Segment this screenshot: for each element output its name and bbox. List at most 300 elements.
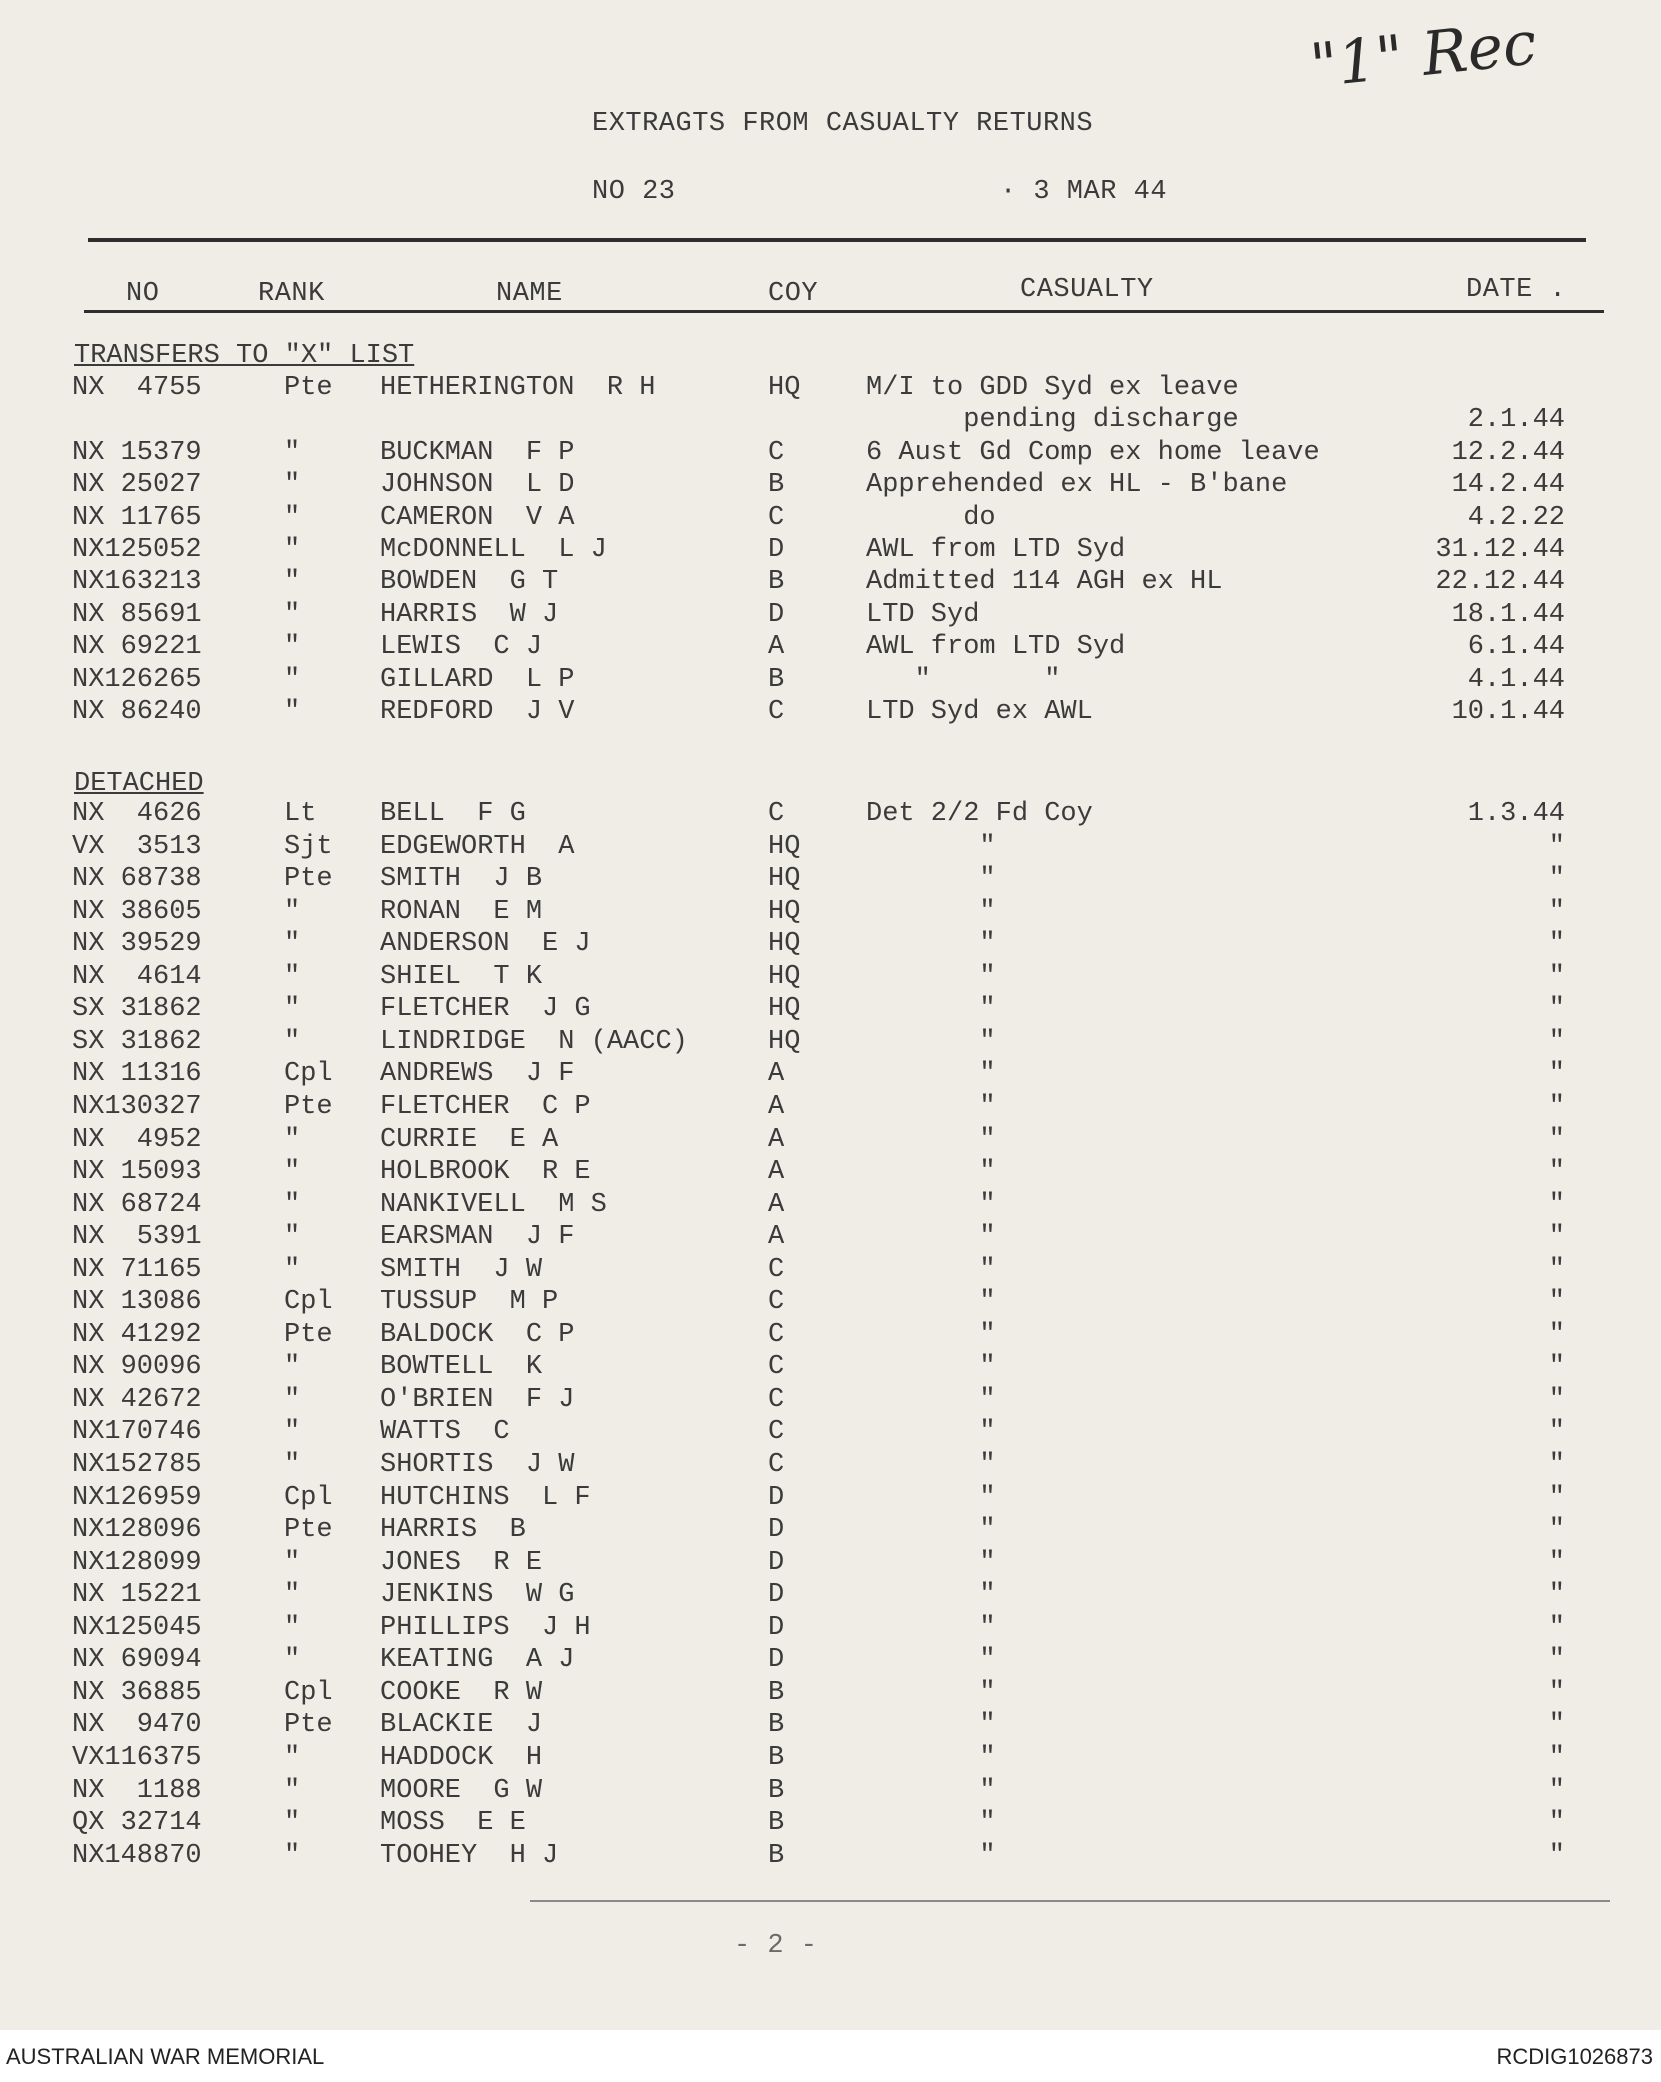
- cell-no: NX 9470: [72, 1710, 202, 1740]
- cell-rank: ": [284, 1580, 301, 1610]
- cell-casualty: ": [866, 864, 996, 894]
- cell-coy: B: [768, 1710, 785, 1740]
- cell-rank: ": [284, 929, 301, 959]
- cell-casualty: ": [866, 832, 996, 862]
- cell-no: SX 31862: [72, 1027, 202, 1057]
- cell-name: HARRIS W J: [380, 600, 559, 630]
- cell-no: NX 68724: [72, 1190, 202, 1220]
- cell-coy: HQ: [768, 929, 801, 959]
- cell-casualty: " ": [866, 665, 1061, 695]
- cell-name: O'BRIEN F J: [380, 1385, 575, 1415]
- cell-name: BLACKIE J: [380, 1710, 543, 1740]
- cell-casualty: Apprehended ex HL - B'bane: [866, 470, 1288, 500]
- cell-rank: ": [284, 1645, 301, 1675]
- cell-rank: Pte: [284, 1092, 333, 1122]
- cell-rank: ": [284, 1190, 301, 1220]
- table-row: [0, 798, 1661, 830]
- cell-rank: ": [284, 1385, 301, 1415]
- cell-coy: HQ: [768, 994, 801, 1024]
- cell-name: MOORE G W: [380, 1776, 543, 1806]
- table-row: [0, 696, 1661, 728]
- cell-casualty: ": [866, 1743, 996, 1773]
- section-heading: DETACHED: [74, 769, 204, 799]
- cell-coy: A: [768, 1222, 785, 1252]
- cell-rank: ": [284, 632, 301, 662]
- cell-coy: B: [768, 1776, 785, 1806]
- table-row: [0, 1644, 1661, 1676]
- cell-date: ": [1548, 1678, 1565, 1708]
- cell-rank: Sjt: [284, 832, 333, 862]
- cell-name: FLETCHER C P: [380, 1092, 591, 1122]
- cell-name: LINDRIDGE N (AACC): [380, 1027, 688, 1057]
- cell-name: SMITH J B: [380, 864, 543, 894]
- cell-rank: ": [284, 567, 301, 597]
- cell-coy: A: [768, 632, 785, 662]
- cell-date: ": [1548, 1450, 1565, 1480]
- cell-name: REDFORD J V: [380, 697, 575, 727]
- cell-casualty: LTD Syd: [866, 600, 980, 630]
- cell-date: ": [1548, 1287, 1565, 1317]
- cell-date: ": [1548, 1548, 1565, 1578]
- table-row: [0, 404, 1661, 436]
- footer-institution: AUSTRALIAN WAR MEMORIAL: [6, 2044, 325, 2069]
- cell-casualty: ": [866, 1417, 996, 1447]
- cell-casualty: AWL from LTD Syd: [866, 535, 1126, 565]
- cell-rank: ": [284, 600, 301, 630]
- section-heading: TRANSFERS TO "X" LIST: [74, 341, 415, 371]
- cell-casualty: LTD Syd ex AWL: [866, 697, 1093, 727]
- cell-date: ": [1548, 1743, 1565, 1773]
- cell-coy: D: [768, 1580, 785, 1610]
- cell-date: ": [1548, 832, 1565, 862]
- cell-no: NX 71165: [72, 1255, 202, 1285]
- table-row: [0, 1026, 1661, 1058]
- cell-date: ": [1548, 1808, 1565, 1838]
- cell-coy: C: [768, 1417, 785, 1447]
- cell-no: SX 31862: [72, 994, 202, 1024]
- cell-no: NX148870: [72, 1841, 202, 1871]
- cell-rank: Pte: [284, 1710, 333, 1740]
- cell-coy: B: [768, 567, 785, 597]
- cell-date: ": [1548, 962, 1565, 992]
- cell-name: HADDOCK H: [380, 1743, 543, 1773]
- cell-no: VX 3513: [72, 832, 202, 862]
- cell-rank: Cpl: [284, 1678, 333, 1708]
- cell-date: 6.1.44: [1467, 632, 1565, 662]
- cell-coy: HQ: [768, 962, 801, 992]
- cell-casualty: ": [866, 1548, 996, 1578]
- cell-no: NX128096: [72, 1515, 202, 1545]
- cell-coy: A: [768, 1190, 785, 1220]
- cell-date: ": [1548, 1320, 1565, 1350]
- table-row: [0, 831, 1661, 863]
- table-row: [0, 1612, 1661, 1644]
- table-row: [0, 502, 1661, 534]
- cell-rank: ": [284, 470, 301, 500]
- cell-coy: B: [768, 665, 785, 695]
- cell-no: NX 41292: [72, 1320, 202, 1350]
- cell-no: NX 4755: [72, 373, 202, 403]
- cell-coy: C: [768, 503, 785, 533]
- cell-name: HETHERINGTON R H: [380, 373, 656, 403]
- cell-name: NANKIVELL M S: [380, 1190, 607, 1220]
- cell-coy: B: [768, 1678, 785, 1708]
- return-date: · 3 MAR 44: [1000, 177, 1168, 207]
- handwritten-note: "1" Rec: [1306, 8, 1540, 102]
- table-row: [0, 1547, 1661, 1579]
- cell-no: NX 68738: [72, 864, 202, 894]
- table-row: [0, 1579, 1661, 1611]
- cell-date: 22.12.44: [1435, 567, 1565, 597]
- cell-date: ": [1548, 1580, 1565, 1610]
- cell-coy: B: [768, 1743, 785, 1773]
- cell-rank: ": [284, 1776, 301, 1806]
- cell-coy: B: [768, 470, 785, 500]
- cell-name: BELL F G: [380, 799, 526, 829]
- cell-date: 1.3.44: [1467, 799, 1565, 829]
- col-header-coy: COY: [768, 279, 819, 309]
- cell-coy: HQ: [768, 373, 801, 403]
- table-row: [0, 1482, 1661, 1514]
- cell-name: SMITH J W: [380, 1255, 543, 1285]
- table-row: [0, 599, 1661, 631]
- cell-casualty: ": [866, 1222, 996, 1252]
- cell-coy: C: [768, 1287, 785, 1317]
- cell-rank: ": [284, 897, 301, 927]
- cell-no: NX128099: [72, 1548, 202, 1578]
- cell-no: NX152785: [72, 1450, 202, 1480]
- cell-no: NX125045: [72, 1613, 202, 1643]
- cell-casualty: ": [866, 1320, 996, 1350]
- document-title: EXTRAGTS FROM CASUALTY RETURNS: [592, 109, 1094, 139]
- cell-rank: Cpl: [284, 1287, 333, 1317]
- cell-coy: D: [768, 1483, 785, 1513]
- table-row: [0, 1416, 1661, 1448]
- cell-coy: B: [768, 1808, 785, 1838]
- cell-date: ": [1548, 1255, 1565, 1285]
- cell-coy: D: [768, 600, 785, 630]
- cell-no: NX163213: [72, 567, 202, 597]
- cell-rank: ": [284, 503, 301, 533]
- cell-rank: Pte: [284, 373, 333, 403]
- top-rule: [88, 238, 1586, 242]
- cell-rank: ": [284, 1027, 301, 1057]
- cell-rank: ": [284, 1548, 301, 1578]
- cell-casualty: ": [866, 1287, 996, 1317]
- cell-rank: Lt: [284, 799, 317, 829]
- cell-casualty: ": [866, 1125, 996, 1155]
- cell-no: NX 4626: [72, 799, 202, 829]
- cell-date: ": [1548, 1352, 1565, 1382]
- archive-footer: [0, 2030, 1661, 2082]
- cell-no: NX 11316: [72, 1059, 202, 1089]
- cell-date: 4.2.22: [1467, 503, 1565, 533]
- cell-no: NX 11765: [72, 503, 202, 533]
- cell-name: ANDERSON E J: [380, 929, 591, 959]
- cell-date: ": [1548, 1710, 1565, 1740]
- cell-date: ": [1548, 1645, 1565, 1675]
- table-row: [0, 993, 1661, 1025]
- cell-casualty: ": [866, 1027, 996, 1057]
- cell-coy: D: [768, 535, 785, 565]
- table-row: [0, 1677, 1661, 1709]
- cell-no: NX 69094: [72, 1645, 202, 1675]
- cell-no: NX125052: [72, 535, 202, 565]
- cell-coy: C: [768, 799, 785, 829]
- cell-name: McDONNELL L J: [380, 535, 607, 565]
- cell-casualty: ": [866, 1483, 996, 1513]
- cell-no: NX 38605: [72, 897, 202, 927]
- cell-rank: ": [284, 962, 301, 992]
- cell-rank: ": [284, 1613, 301, 1643]
- cell-no: NX 13086: [72, 1287, 202, 1317]
- cell-name: EDGEWORTH A: [380, 832, 575, 862]
- cell-coy: A: [768, 1059, 785, 1089]
- table-row: [0, 1058, 1661, 1090]
- cell-coy: HQ: [768, 832, 801, 862]
- cell-rank: ": [284, 1255, 301, 1285]
- cell-coy: HQ: [768, 897, 801, 927]
- cell-no: NX 36885: [72, 1678, 202, 1708]
- header-rule: [84, 310, 1604, 313]
- cell-casualty: ": [866, 1808, 996, 1838]
- return-number: NO 23: [592, 177, 676, 207]
- cell-casualty: pending discharge: [866, 405, 1239, 435]
- cell-casualty: ": [866, 1678, 996, 1708]
- cell-name: HARRIS B: [380, 1515, 526, 1545]
- cell-coy: A: [768, 1092, 785, 1122]
- cell-date: ": [1548, 1157, 1565, 1187]
- cell-no: NX 4614: [72, 962, 202, 992]
- cell-name: LEWIS C J: [380, 632, 543, 662]
- cell-no: NX130327: [72, 1092, 202, 1122]
- cell-casualty: ": [866, 929, 996, 959]
- cell-date: ": [1548, 1841, 1565, 1871]
- col-header-no: NO: [126, 279, 160, 309]
- table-row: [0, 1384, 1661, 1416]
- cell-name: BALDOCK C P: [380, 1320, 575, 1350]
- cell-casualty: ": [866, 1613, 996, 1643]
- cell-no: NX 86240: [72, 697, 202, 727]
- cell-casualty: ": [866, 897, 996, 927]
- table-row: [0, 1351, 1661, 1383]
- cell-rank: ": [284, 1450, 301, 1480]
- table-row: [0, 1286, 1661, 1318]
- cell-date: ": [1548, 1613, 1565, 1643]
- table-row: [0, 1319, 1661, 1351]
- cell-date: ": [1548, 1385, 1565, 1415]
- cell-name: SHIEL T K: [380, 962, 543, 992]
- cell-rank: Pte: [284, 1320, 333, 1350]
- cell-name: EARSMAN J F: [380, 1222, 575, 1252]
- bottom-rule: [530, 1900, 1610, 1902]
- cell-no: QX 32714: [72, 1808, 202, 1838]
- cell-coy: D: [768, 1613, 785, 1643]
- cell-name: BOWDEN G T: [380, 567, 559, 597]
- table-row: [0, 1091, 1661, 1123]
- table-row: [0, 863, 1661, 895]
- cell-rank: ": [284, 1222, 301, 1252]
- table-row: [0, 1514, 1661, 1546]
- table-row: [0, 1449, 1661, 1481]
- cell-name: TOOHEY H J: [380, 1841, 559, 1871]
- cell-name: RONAN E M: [380, 897, 543, 927]
- cell-rank: Pte: [284, 1515, 333, 1545]
- cell-casualty: ": [866, 1092, 996, 1122]
- cell-no: NX 15093: [72, 1157, 202, 1187]
- cell-rank: Pte: [284, 864, 333, 894]
- cell-date: ": [1548, 864, 1565, 894]
- cell-coy: C: [768, 1450, 785, 1480]
- cell-casualty: ": [866, 1190, 996, 1220]
- cell-name: FLETCHER J G: [380, 994, 591, 1024]
- cell-date: ": [1548, 1417, 1565, 1447]
- cell-date: ": [1548, 1190, 1565, 1220]
- cell-no: NX 4952: [72, 1125, 202, 1155]
- cell-name: BUCKMAN F P: [380, 438, 575, 468]
- table-row: [0, 631, 1661, 663]
- cell-no: NX 69221: [72, 632, 202, 662]
- col-header-date: DATE .: [1466, 275, 1567, 305]
- table-row: [0, 1156, 1661, 1188]
- cell-casualty: do: [866, 503, 996, 533]
- cell-rank: ": [284, 438, 301, 468]
- table-row: [0, 1124, 1661, 1156]
- cell-coy: A: [768, 1157, 785, 1187]
- cell-casualty: ": [866, 1645, 996, 1675]
- table-row: [0, 1840, 1661, 1872]
- cell-coy: HQ: [768, 1027, 801, 1057]
- col-header-name: NAME: [496, 279, 563, 309]
- cell-name: KEATING A J: [380, 1645, 575, 1675]
- table-row: [0, 566, 1661, 598]
- cell-rank: Cpl: [284, 1059, 333, 1089]
- cell-coy: D: [768, 1548, 785, 1578]
- cell-date: 2.1.44: [1467, 405, 1565, 435]
- cell-date: ": [1548, 929, 1565, 959]
- table-row: [0, 1189, 1661, 1221]
- cell-name: MOSS E E: [380, 1808, 526, 1838]
- cell-casualty: ": [866, 1059, 996, 1089]
- cell-no: NX 15221: [72, 1580, 202, 1610]
- cell-no: NX 1188: [72, 1776, 202, 1806]
- cell-name: JONES R E: [380, 1548, 543, 1578]
- cell-date: 12.2.44: [1451, 438, 1565, 468]
- col-header-casualty: CASUALTY: [1020, 275, 1154, 305]
- cell-no: NX 90096: [72, 1352, 202, 1382]
- cell-rank: ": [284, 1352, 301, 1382]
- cell-casualty: ": [866, 1580, 996, 1610]
- table-row: [0, 469, 1661, 501]
- cell-no: NX 25027: [72, 470, 202, 500]
- cell-rank: ": [284, 1743, 301, 1773]
- cell-name: CURRIE E A: [380, 1125, 559, 1155]
- table-row: [0, 1254, 1661, 1286]
- cell-rank: ": [284, 535, 301, 565]
- cell-date: ": [1548, 1222, 1565, 1252]
- cell-casualty: Admitted 114 AGH ex HL: [866, 567, 1223, 597]
- col-header-rank: RANK: [258, 279, 325, 309]
- table-row: [0, 1807, 1661, 1839]
- cell-date: ": [1548, 994, 1565, 1024]
- cell-rank: ": [284, 1125, 301, 1155]
- footer-record-id: RCDIG1026873: [1496, 2044, 1653, 2069]
- cell-coy: A: [768, 1125, 785, 1155]
- cell-name: TUSSUP M P: [380, 1287, 559, 1317]
- cell-name: GILLARD L P: [380, 665, 575, 695]
- cell-name: ANDREWS J F: [380, 1059, 575, 1089]
- cell-coy: D: [768, 1515, 785, 1545]
- cell-date: 10.1.44: [1451, 697, 1565, 727]
- cell-no: NX 15379: [72, 438, 202, 468]
- cell-date: 31.12.44: [1435, 535, 1565, 565]
- cell-name: JENKINS W G: [380, 1580, 575, 1610]
- cell-coy: HQ: [768, 864, 801, 894]
- table-row: [0, 534, 1661, 566]
- cell-coy: C: [768, 1255, 785, 1285]
- cell-casualty: ": [866, 1841, 996, 1871]
- table-row: [0, 1775, 1661, 1807]
- table-row: [0, 896, 1661, 928]
- cell-casualty: ": [866, 994, 996, 1024]
- cell-rank: ": [284, 1841, 301, 1871]
- table-row: [0, 1221, 1661, 1253]
- cell-name: BOWTELL K: [380, 1352, 543, 1382]
- table-row: [0, 1709, 1661, 1741]
- cell-date: ": [1548, 1027, 1565, 1057]
- cell-rank: ": [284, 665, 301, 695]
- cell-date: ": [1548, 1483, 1565, 1513]
- cell-date: 18.1.44: [1451, 600, 1565, 630]
- page-number: - 2 -: [734, 1931, 818, 1961]
- cell-rank: Cpl: [284, 1483, 333, 1513]
- cell-name: COOKE R W: [380, 1678, 543, 1708]
- cell-name: HUTCHINS L F: [380, 1483, 591, 1513]
- cell-date: ": [1548, 1125, 1565, 1155]
- cell-rank: ": [284, 994, 301, 1024]
- cell-coy: C: [768, 438, 785, 468]
- cell-casualty: ": [866, 1157, 996, 1187]
- cell-name: HOLBROOK R E: [380, 1157, 591, 1187]
- cell-date: 4.1.44: [1467, 665, 1565, 695]
- cell-date: ": [1548, 1092, 1565, 1122]
- table-row: [0, 928, 1661, 960]
- cell-coy: C: [768, 1352, 785, 1382]
- cell-casualty: Det 2/2 Fd Coy: [866, 799, 1093, 829]
- cell-no: NX 39529: [72, 929, 202, 959]
- table-row: [0, 1742, 1661, 1774]
- cell-casualty: ": [866, 1515, 996, 1545]
- cell-date: ": [1548, 897, 1565, 927]
- cell-coy: D: [768, 1645, 785, 1675]
- cell-name: SHORTIS J W: [380, 1450, 575, 1480]
- cell-coy: C: [768, 1320, 785, 1350]
- cell-casualty: 6 Aust Gd Comp ex home leave: [866, 438, 1320, 468]
- cell-casualty: ": [866, 1255, 996, 1285]
- cell-rank: ": [284, 1808, 301, 1838]
- cell-casualty: ": [866, 1776, 996, 1806]
- table-row: [0, 372, 1661, 404]
- cell-no: NX 5391: [72, 1222, 202, 1252]
- cell-date: 14.2.44: [1451, 470, 1565, 500]
- cell-no: NX126265: [72, 665, 202, 695]
- cell-casualty: AWL from LTD Syd: [866, 632, 1126, 662]
- table-row: [0, 664, 1661, 696]
- cell-no: NX126959: [72, 1483, 202, 1513]
- cell-rank: ": [284, 697, 301, 727]
- cell-date: ": [1548, 1776, 1565, 1806]
- cell-casualty: ": [866, 1710, 996, 1740]
